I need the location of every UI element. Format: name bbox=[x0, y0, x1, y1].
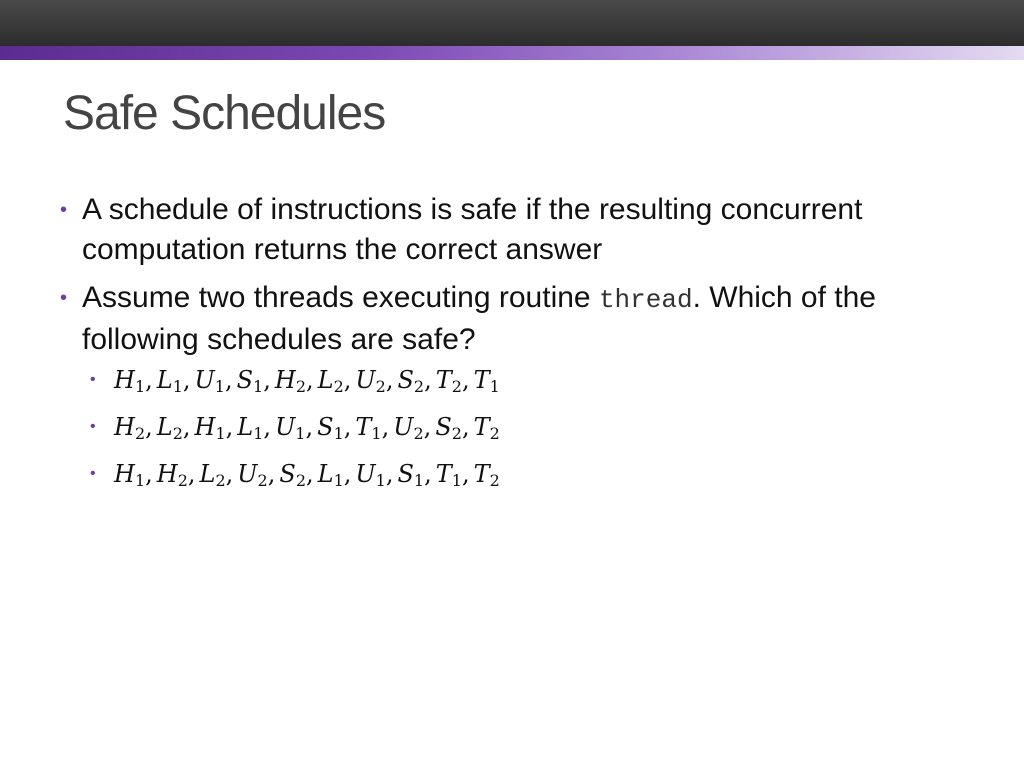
schedule-separator: , bbox=[461, 460, 470, 488]
schedule-step-letter: H bbox=[114, 413, 135, 441]
schedule-step-index: 2 bbox=[489, 424, 500, 443]
schedule-step-letter: S bbox=[435, 413, 452, 441]
schedule-separator: , bbox=[145, 413, 153, 441]
schedule-step-letter: U bbox=[393, 413, 414, 441]
schedule-step-index: 2 bbox=[257, 471, 268, 490]
schedule-step-letter: L bbox=[237, 413, 254, 441]
schedule-separator: , bbox=[424, 366, 432, 394]
schedule-step-index: 2 bbox=[451, 377, 462, 396]
schedule-separator: , bbox=[343, 413, 352, 441]
schedule-item bbox=[60, 407, 980, 454]
sub-bullet-dot: • bbox=[90, 465, 96, 482]
schedule-separator: , bbox=[424, 460, 432, 488]
schedule-separator: , bbox=[423, 413, 432, 441]
schedule-list bbox=[60, 360, 980, 501]
schedule-step-letter: T bbox=[435, 366, 452, 394]
schedule-step-letter: S bbox=[317, 413, 334, 441]
bullet-2-text-after: . Which of the following schedules are safe? bbox=[82, 281, 876, 356]
schedule-step-letter: L bbox=[317, 366, 334, 394]
schedule-step-letter: U bbox=[275, 413, 296, 441]
schedule-step-index: 2 bbox=[295, 471, 306, 490]
schedule-step-letter: U bbox=[355, 460, 376, 488]
schedule-step-letter: T bbox=[473, 413, 490, 441]
schedule-separator: , bbox=[182, 366, 191, 394]
sub-bullet-dot: • bbox=[90, 371, 96, 388]
schedule-step-letter: S bbox=[236, 366, 254, 394]
schedule-step-letter: T bbox=[355, 413, 372, 441]
schedule-separator: , bbox=[225, 460, 234, 488]
schedule-separator: , bbox=[224, 366, 233, 394]
schedule-step-index: 2 bbox=[215, 471, 226, 490]
schedule-step-letter: S bbox=[279, 460, 296, 488]
schedule-step-letter: H bbox=[274, 366, 296, 394]
schedule-separator: , bbox=[145, 366, 153, 394]
schedule-separator: , bbox=[306, 460, 314, 488]
schedule-step-index: 2 bbox=[489, 471, 500, 490]
schedule-step-letter: S bbox=[397, 460, 414, 488]
schedule-separator: , bbox=[187, 460, 196, 488]
schedule-step-letter: L bbox=[199, 460, 216, 488]
schedule-step-index: 2 bbox=[451, 424, 462, 443]
schedule-separator: , bbox=[145, 460, 153, 488]
schedule-separator: , bbox=[461, 413, 470, 441]
schedule-step-index: 1 bbox=[215, 424, 226, 443]
schedule-step-index: 1 bbox=[489, 377, 500, 396]
schedule-separator: , bbox=[343, 366, 352, 394]
accent-stripe bbox=[0, 46, 1024, 60]
schedule-step-index: 1 bbox=[172, 377, 183, 396]
schedule-step-index: 1 bbox=[451, 471, 462, 490]
schedule-step-index: 1 bbox=[333, 471, 344, 490]
schedule-separator: , bbox=[267, 460, 276, 488]
sub-bullet-dot: • bbox=[90, 418, 96, 435]
schedule-separator: , bbox=[461, 366, 470, 394]
schedule-step-index: 2 bbox=[375, 377, 386, 396]
schedule-step-index: 2 bbox=[413, 424, 424, 443]
schedule-step-index: 1 bbox=[375, 471, 386, 490]
schedule-separator: , bbox=[182, 413, 191, 441]
schedule-step-index: 2 bbox=[295, 377, 306, 396]
schedule-step-letter: S bbox=[397, 366, 414, 394]
schedule-item bbox=[60, 454, 980, 501]
bullet-2-text-before: Assume two threads executing routine bbox=[82, 281, 599, 314]
schedule-step-letter: L bbox=[156, 366, 173, 394]
slide-body bbox=[60, 190, 980, 501]
schedule-separator: , bbox=[381, 413, 390, 441]
schedule-step-letter: L bbox=[156, 413, 173, 441]
schedule-step-index: 2 bbox=[333, 377, 344, 396]
schedule-step-letter: H bbox=[156, 460, 178, 488]
schedule-separator: , bbox=[305, 413, 314, 441]
schedule-separator: , bbox=[343, 460, 352, 488]
schedule-step-index: 1 bbox=[295, 424, 306, 443]
schedule-step-index: 2 bbox=[134, 424, 146, 443]
bullet-1 bbox=[60, 190, 980, 270]
schedule-separator: , bbox=[306, 366, 314, 394]
code-thread: thread bbox=[598, 285, 693, 315]
slide-title: Safe Schedules bbox=[63, 87, 386, 140]
schedule-step-letter: H bbox=[114, 366, 135, 394]
schedule-step-letter: U bbox=[194, 366, 215, 394]
schedule-step-letter: U bbox=[355, 366, 376, 394]
schedule-step-index: 1 bbox=[333, 424, 344, 443]
schedule-separator: , bbox=[385, 460, 394, 488]
schedule-step-index: 1 bbox=[371, 424, 382, 443]
schedule-step-letter: T bbox=[473, 460, 490, 488]
schedule-step-index: 1 bbox=[253, 424, 264, 443]
bullet-1-text: A schedule of instructions is safe if the resulting concurrent computation returns the correct answer bbox=[82, 193, 863, 266]
schedule-separator: , bbox=[263, 413, 272, 441]
schedule-separator: , bbox=[385, 366, 394, 394]
bullet-dot: • bbox=[60, 287, 68, 309]
schedule-step-letter: L bbox=[317, 460, 334, 488]
schedule-step-letter: T bbox=[435, 460, 452, 488]
schedule-separator: , bbox=[263, 366, 271, 394]
schedule-step-letter: T bbox=[473, 366, 490, 394]
schedule-step-letter: H bbox=[194, 413, 216, 441]
schedule-step-index: 2 bbox=[172, 424, 183, 443]
schedule-step-index: 2 bbox=[413, 377, 425, 396]
bullet-dot: • bbox=[60, 199, 68, 221]
schedule-step-letter: U bbox=[237, 460, 258, 488]
schedule-step-index: 1 bbox=[134, 377, 146, 396]
schedule-step-index: 1 bbox=[413, 471, 425, 490]
bullet-2 bbox=[60, 278, 980, 360]
schedule-step-letter: H bbox=[114, 460, 135, 488]
schedule-step-index: 1 bbox=[214, 377, 225, 396]
schedule-step-index: 1 bbox=[253, 377, 264, 396]
header-bar bbox=[0, 0, 1024, 46]
schedule-separator: , bbox=[225, 413, 234, 441]
schedule-item bbox=[60, 360, 980, 407]
schedule-step-index: 2 bbox=[177, 471, 188, 490]
schedule-step-index: 1 bbox=[134, 471, 146, 490]
